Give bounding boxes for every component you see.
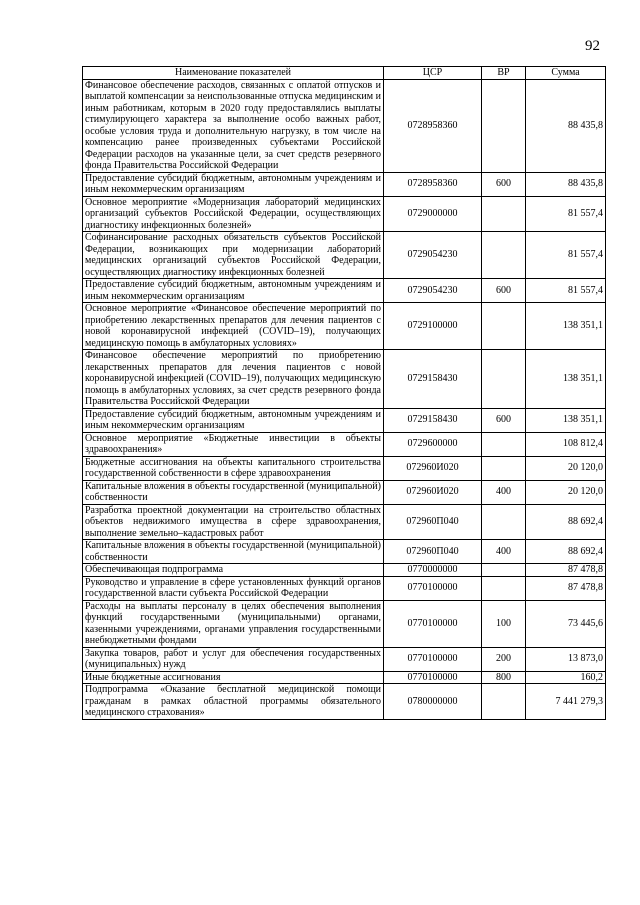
row-sum: 20 120,0 (526, 456, 606, 480)
row-csr: 0729000000 (384, 196, 482, 232)
budget-table (82, 66, 606, 720)
row-name: Софинансирование расходных обязательств субъектов Российской Федерации, возникающих при модернизации лабораторий медицинских организаций субъектов Российской Федерации, осуществляющих диагностику инфекционных болезней (83, 232, 384, 279)
header-csr: ЦСР (384, 67, 482, 80)
row-csr: 0729158430 (384, 350, 482, 409)
row-vr (482, 303, 526, 350)
row-vr (482, 576, 526, 600)
table-header-row (83, 67, 606, 80)
row-name: Обеспечивающая подпрограмма (83, 564, 384, 577)
page-number: 92 (585, 38, 600, 54)
row-name: Финансовое обеспечение мероприятий по приобретению лекарственных препаратов для лечения пациентов с новой коронавирусной инфекцией (COVID–19), получающих медицинскую помощь в амбулаторных условиях, за счет средств резервного фонда Правительства Российской Федерации (83, 350, 384, 409)
table-row (83, 600, 606, 647)
row-sum: 87 478,8 (526, 576, 606, 600)
table-row (83, 196, 606, 232)
row-csr: 0729158430 (384, 408, 482, 432)
row-vr (482, 232, 526, 279)
row-sum: 81 557,4 (526, 196, 606, 232)
table-row (83, 671, 606, 684)
table-row (83, 232, 606, 279)
row-vr (482, 432, 526, 456)
row-vr: 600 (482, 172, 526, 196)
row-name: Основное мероприятие «Финансовое обеспечение мероприятий по приобретению лекарственных препаратов для лечения пациентов с новой коронавирусной инфекцией (COVID–19), получающих медицинскую помощь в амбулаторных условиях» (83, 303, 384, 350)
header-sum: Сумма (526, 67, 606, 80)
row-csr: 072960И020 (384, 480, 482, 504)
row-sum: 73 445,6 (526, 600, 606, 647)
table-row (83, 504, 606, 540)
header-name: Наименование показателей (83, 67, 384, 80)
row-sum: 88 692,4 (526, 540, 606, 564)
table-row (83, 576, 606, 600)
table-row (83, 480, 606, 504)
row-csr: 0770000000 (384, 564, 482, 577)
row-vr: 100 (482, 600, 526, 647)
row-name: Предоставление субсидий бюджетным, автономным учреждениям и иным некоммерческим организациям (83, 408, 384, 432)
row-csr: 0728958360 (384, 172, 482, 196)
row-vr: 400 (482, 540, 526, 564)
row-csr: 0728958360 (384, 79, 482, 172)
row-vr: 600 (482, 279, 526, 303)
row-csr: 0770100000 (384, 671, 482, 684)
row-sum: 81 557,4 (526, 232, 606, 279)
row-sum: 138 351,1 (526, 350, 606, 409)
row-vr: 400 (482, 480, 526, 504)
row-vr (482, 684, 526, 720)
row-sum: 108 812,4 (526, 432, 606, 456)
row-name: Основное мероприятие «Модернизация лабораторий медицинских организаций субъектов Российской Федерации, осуществляющих диагностику инфекционных болезней» (83, 196, 384, 232)
row-vr (482, 350, 526, 409)
row-csr: 072960И020 (384, 456, 482, 480)
row-sum: 88 435,8 (526, 172, 606, 196)
row-sum: 87 478,8 (526, 564, 606, 577)
row-sum: 81 557,4 (526, 279, 606, 303)
row-csr: 0729054230 (384, 232, 482, 279)
row-sum: 160,2 (526, 671, 606, 684)
row-sum: 138 351,1 (526, 408, 606, 432)
row-name: Предоставление субсидий бюджетным, автономным учреждениям и иным некоммерческим организациям (83, 172, 384, 196)
row-csr: 0770100000 (384, 600, 482, 647)
row-vr (482, 564, 526, 577)
table-row (83, 540, 606, 564)
row-name: Предоставление субсидий бюджетным, автономным учреждениям и иным некоммерческим организациям (83, 279, 384, 303)
row-sum: 20 120,0 (526, 480, 606, 504)
table-row (83, 432, 606, 456)
table-row (83, 456, 606, 480)
row-vr (482, 504, 526, 540)
row-vr (482, 196, 526, 232)
table-row (83, 279, 606, 303)
row-sum: 88 692,4 (526, 504, 606, 540)
header-vr: ВР (482, 67, 526, 80)
table-row (83, 408, 606, 432)
row-name: Разработка проектной документации на строительство областных объектов недвижимого имущества в сфере здравоохранения, выполнение земельно–кадастровых работ (83, 504, 384, 540)
row-vr: 200 (482, 647, 526, 671)
row-vr (482, 456, 526, 480)
row-csr: 072960П040 (384, 504, 482, 540)
table-row (83, 684, 606, 720)
table-row (83, 647, 606, 671)
row-csr: 0770100000 (384, 576, 482, 600)
row-csr: 0729054230 (384, 279, 482, 303)
row-name: Руководство и управление в сфере установленных функций органов государственной власти субъекта Российской Федерации (83, 576, 384, 600)
table-row (83, 172, 606, 196)
row-name: Иные бюджетные ассигнования (83, 671, 384, 684)
row-sum: 7 441 279,3 (526, 684, 606, 720)
row-csr: 0770100000 (384, 647, 482, 671)
row-name: Подпрограмма «Оказание бесплатной медицинской помощи гражданам в рамках областной программы обязательного медицинского страхования» (83, 684, 384, 720)
row-csr: 0729600000 (384, 432, 482, 456)
row-name: Основное мероприятие «Бюджетные инвестиции в объекты здравоохранения» (83, 432, 384, 456)
row-csr: 0729100000 (384, 303, 482, 350)
row-vr: 600 (482, 408, 526, 432)
row-name: Расходы на выплаты персоналу в целях обеспечения выполнения функций государственными (муниципальными) органами, казенными учреждениями, органами управления государственными внебюджетными фондами (83, 600, 384, 647)
row-name: Бюджетные ассигнования на объекты капитального строительства государственной собственности в сфере здравоохранения (83, 456, 384, 480)
row-csr: 0780000000 (384, 684, 482, 720)
row-sum: 138 351,1 (526, 303, 606, 350)
table-row (83, 303, 606, 350)
row-name: Капитальные вложения в объекты государственной (муниципальной) собственности (83, 540, 384, 564)
table-row (83, 350, 606, 409)
row-name: Закупка товаров, работ и услуг для обеспечения государственных (муниципальных) нужд (83, 647, 384, 671)
table-row (83, 564, 606, 577)
row-name: Капитальные вложения в объекты государственной (муниципальной) собственности (83, 480, 384, 504)
row-name: Финансовое обеспечение расходов, связанных с оплатой отпусков и выплатой компенсации за неиспользованные отпуска медицинским и иным работникам, которым в 2020 году предоставлялись выплаты стимулирующего характера за выполнение особо важных работ, особые условия труда и дополнительную нагрузку, в том числе на компенсацию ранее произведенных субъектами Российской Федерации расходов на указанные цели, за счет средств резервного фонда Правительства Российской Федерации (83, 79, 384, 172)
row-sum: 88 435,8 (526, 79, 606, 172)
row-vr (482, 79, 526, 172)
row-sum: 13 873,0 (526, 647, 606, 671)
table-row (83, 79, 606, 172)
row-csr: 072960П040 (384, 540, 482, 564)
row-vr: 800 (482, 671, 526, 684)
